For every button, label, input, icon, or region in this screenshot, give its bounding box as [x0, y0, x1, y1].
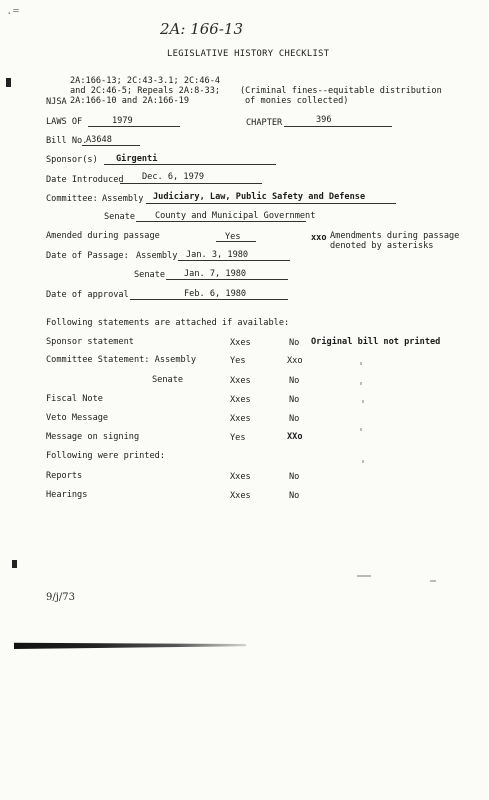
- date-of-passage-label: Date of Passage:: [46, 251, 129, 261]
- document-title: LEGISLATIVE HISTORY CHECKLIST: [167, 49, 330, 59]
- statement-no: XXo: [287, 432, 303, 442]
- amended-note-2: denoted by asterisks: [330, 241, 434, 251]
- statement-no: No: [289, 338, 300, 348]
- printed-label: Reports: [46, 471, 83, 481]
- scan-speck-right: [357, 575, 371, 577]
- statement-label: Committee Statement: Assembly: [46, 355, 197, 365]
- statement-label: Senate: [152, 375, 184, 385]
- statement-label: Fiscal Note: [46, 394, 103, 404]
- committee-label: Committee:: [46, 194, 98, 204]
- amended-yes: Yes: [225, 232, 241, 242]
- date-of-approval-value: Feb. 6, 1980: [184, 289, 247, 299]
- amended-no: xxo: [311, 233, 327, 243]
- amended-label: Amended during passage: [46, 231, 160, 241]
- passage-assembly-label: Assembly: [136, 251, 178, 261]
- scan-streak: [14, 640, 246, 649]
- printed-no: No: [289, 472, 300, 482]
- njsa-description-2: of monies collected): [245, 96, 349, 106]
- sponsor-value: Girgenti: [116, 154, 158, 164]
- njsa-line-1: 2A:166-13; 2C:43-3.1; 2C:46-4: [70, 76, 221, 86]
- statement-no: No: [289, 414, 300, 424]
- printed-no: No: [289, 491, 300, 501]
- corner-mark: .=: [6, 4, 20, 17]
- njsa-label: NJSA: [46, 97, 67, 107]
- amended-yes-underline: [216, 241, 256, 242]
- scan-speck-left-bottom: [12, 560, 17, 568]
- committee-assembly-value: Judiciary, Law, Public Safety and Defense: [153, 192, 366, 202]
- printed-yes: Xxes: [230, 472, 251, 482]
- statement-label: Message on signing: [46, 432, 140, 442]
- passage-senate-label: Senate: [134, 270, 166, 280]
- statement-label: Veto Message: [46, 413, 109, 423]
- passage-senate-value: Jan. 7, 1980: [184, 269, 247, 279]
- statement-no: No: [289, 376, 300, 386]
- statement-yes: Yes: [230, 433, 246, 443]
- margin-dot: [362, 400, 364, 403]
- njsa-description-1: (Criminal fines--equitable distribution: [240, 86, 442, 96]
- passage-assembly-underline: [178, 260, 290, 261]
- printed-heading: Following were printed:: [46, 451, 165, 461]
- scan-speck-right-2: [430, 580, 436, 582]
- amended-note-1: Amendments during passage: [330, 231, 460, 241]
- laws-of-underline: [88, 126, 180, 127]
- statement-note: Original bill not printed: [311, 337, 441, 347]
- printed-yes: Xxes: [230, 491, 251, 501]
- committee-assembly-label: Assembly: [102, 194, 144, 204]
- date-introduced-value: Dec. 6, 1979: [142, 172, 205, 182]
- margin-dot: [360, 362, 362, 365]
- date-introduced-label: Date Introduced: [46, 175, 124, 185]
- statement-yes: Xxes: [230, 414, 251, 424]
- chapter-label: CHAPTER: [246, 118, 283, 128]
- scan-speck-left-top: [6, 78, 11, 87]
- laws-of-value: 1979: [112, 116, 133, 126]
- sponsor-underline: [104, 164, 276, 165]
- statement-yes: Xxes: [230, 338, 251, 348]
- passage-assembly-value: Jan. 3, 1980: [186, 250, 249, 260]
- margin-dot: [360, 428, 362, 431]
- date-introduced-underline: [120, 183, 262, 184]
- chapter-underline: [284, 126, 392, 127]
- statement-yes: Yes: [230, 356, 246, 366]
- sponsor-label: Sponsor(s): [46, 155, 98, 165]
- committee-senate-label: Senate: [104, 212, 136, 222]
- njsa-line-2: and 2C:46-5; Repeals 2A:8-33;: [70, 86, 221, 96]
- statement-yes: Xxes: [230, 376, 251, 386]
- laws-of-label: LAWS OF: [46, 117, 83, 127]
- printed-label: Hearings: [46, 490, 88, 500]
- committee-senate-value: County and Municipal Government: [155, 211, 316, 221]
- chapter-value: 396: [316, 115, 332, 125]
- bill-no-label: Bill No.: [46, 136, 88, 146]
- margin-dot: [360, 382, 362, 385]
- date-of-approval-underline: [130, 299, 288, 300]
- footer-initials: 9/j/73: [46, 592, 75, 603]
- committee-senate-underline: [136, 221, 306, 222]
- bill-no-underline: [82, 145, 140, 146]
- passage-senate-underline: [166, 279, 288, 280]
- statement-label: Sponsor statement: [46, 337, 134, 347]
- statement-no: No: [289, 395, 300, 405]
- date-of-approval-label: Date of approval: [46, 290, 129, 300]
- njsa-line-3: 2A:166-10 and 2A:166-19: [70, 96, 189, 106]
- statement-no: Xxo: [287, 356, 303, 366]
- statements-heading: Following statements are attached if available:: [46, 318, 290, 328]
- statement-yes: Xxes: [230, 395, 251, 405]
- handwritten-document-number: 2A: 166-13: [160, 20, 243, 38]
- bill-no-value: A3648: [86, 135, 112, 145]
- committee-assembly-underline: [146, 203, 396, 204]
- margin-dot: [362, 460, 364, 463]
